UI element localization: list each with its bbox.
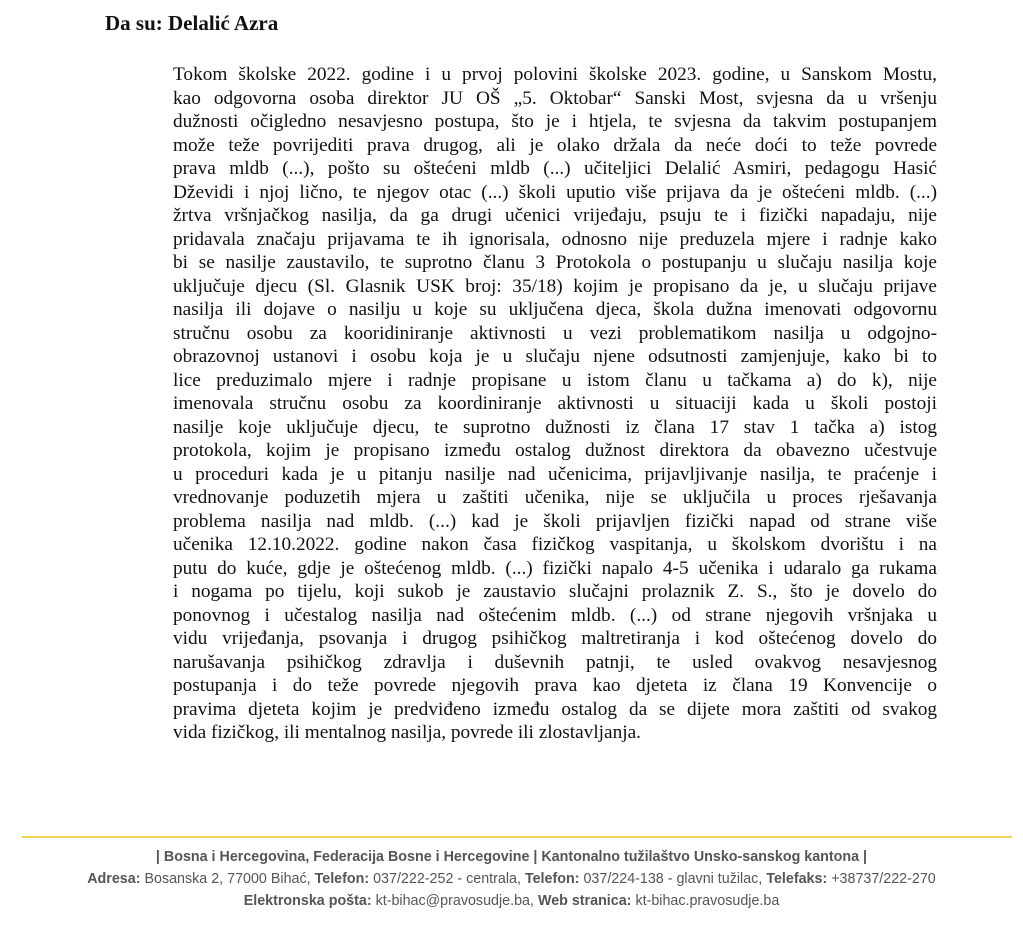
body-line: vidu vrijeđanja, psovanja i drugog psihičkog maltretiranja i kod oštećenog dovelo do xyxy=(173,628,937,649)
body-line: Tokom školske 2022. godine i u prvoj polovini školske 2023. godine, u Sanskom Mostu, xyxy=(173,64,937,85)
body-line: Dževidi i njoj lično, te njegov otac (...) školi uputio više prijava da je oštećeni mldb. (...) xyxy=(173,181,937,203)
footer-online-row xyxy=(0,890,1023,912)
body-line: protokola, kojim je propisano između ostalog dužnost direktora da obavezno učestvuje xyxy=(173,440,937,461)
body-line: lice preduzimalo mjere i radnje propisane u istom članu u tačkama a) do k), nije xyxy=(173,369,937,391)
phone-central-value: 037/222-252 - centrala, xyxy=(373,871,521,887)
body-line: kao odgovorna osoba direktor JU OŠ „5. Oktobar“ Sanski Most, svjesna da u vršenju xyxy=(173,87,937,109)
footer-institution xyxy=(0,846,1023,868)
body-line: nasilje koje uključuje djecu, te suprotno dužnosti iz člana 17 stav 1 tačka a) istog xyxy=(173,416,937,438)
body-line: dužnosti očigledno nesavjesno postupa, što je i htjela, te svjesna da takvim postupanjem xyxy=(173,111,937,132)
web-label: Web stranica: xyxy=(537,893,632,909)
body-line: vida fizičkog, ili mentalnog nasilja, povrede ili zlostavljanja. xyxy=(173,722,641,743)
body-line: narušavanja psihičkog zdravlja i duševnih patnji, te usled ovakvog nesavjesnog xyxy=(173,651,937,673)
page-footer xyxy=(0,846,1023,912)
footer-contact-row xyxy=(0,868,1023,890)
document-body xyxy=(173,63,937,745)
email-link[interactable]: kt-bihac@pravosudje.ba, xyxy=(375,893,534,909)
body-line: učenika 12.10.2022. godine nakon časa fizičkog vaspitanja, u školskom dvorištu i na xyxy=(173,534,937,555)
address-value: Bosanska 2, 77000 Bihać, xyxy=(144,871,311,887)
footer-institution-text: | Bosna i Hercegovina, Federacija Bosne i Hercegovine | Kantonalno tužilaštvo Unsko-sanskog kantona | xyxy=(155,849,868,865)
phone-chief-value: 037/224-138 - glavni tužilac, xyxy=(583,871,763,887)
body-line: postupanja i do teže povrede njegovih prava kao djeteta iz člana 19 Konvencije o xyxy=(173,675,937,696)
web-link[interactable]: kt-bihac.pravosudje.ba xyxy=(635,893,780,909)
body-line: vrednovanje poduzetih mjera u zaštiti učenika, nije se uključila u proces rješavanja xyxy=(173,487,937,508)
body-line: žrtva vršnjačkog nasilja, da ga drugi učenici vrijeđaju, psuju te i fizički napadaju, nije xyxy=(173,205,937,226)
body-line: u proceduri kada je u pitanju nasilje nad učenicima, prijavljivanje nasilja, te praćenje i xyxy=(173,463,937,485)
body-line: može teže povrijediti prava drugog, ali je olako držala da neće doći to teže povrede xyxy=(173,134,937,156)
phone-label: Telefon: xyxy=(314,871,370,887)
body-line: imenovala stručnu osobu za koordiniranje aktivnosti u situaciji kada u školi postoji xyxy=(173,393,937,414)
body-line: stručnu osobu za kooridiniranje aktivnosti u vezi problematikom nasilja u odgojno- xyxy=(173,322,937,344)
address-label: Adresa: xyxy=(87,871,141,887)
body-line: pridavala značaju prijavama te ih ignorisala, odnosno nije preduzela mjere i radnje kako xyxy=(173,228,937,250)
body-line: pravima djeteta kojim je predviđeno između ostalog da se dijete mora zaštiti od svakog xyxy=(173,698,937,720)
document-heading: Da su: Delalić Azra xyxy=(105,11,279,35)
fax-value: +38737/222-270 xyxy=(831,871,936,887)
fax-label: Telefaks: xyxy=(766,871,828,887)
body-line: nasilja ili dojave o nasilju u koje su uključena djeca, škola dužna imenovati odgovornu xyxy=(173,299,937,320)
email-label: Elektronska pošta: xyxy=(243,893,372,909)
body-line: ponovnog i učestalog nasilja nad oštećenim mldb. (...) od strane njegovih vršnjaka u xyxy=(173,604,937,626)
body-line: problema nasilja nad mldb. (...) kad je školi prijavljen fizički napad od strane više xyxy=(173,510,937,532)
body-line: putu do kuće, gdje je oštećenog mldb. (...) fizički napalo 4-5 učenika i udaralo ga rukama xyxy=(173,557,937,579)
body-line: bi se nasilje zaustavilo, te suprotno članu 3 Protokola o postupanju u slučaju nasilja koje xyxy=(173,252,937,273)
body-line: i nogama po tijelu, koji sukob je zaustavio slučajni prolaznik Z. S., što je dovelo do xyxy=(173,581,937,602)
footer-divider xyxy=(22,836,1012,838)
body-line: prava mldb (...), pošto su oštećeni mldb (...) učiteljici Delalić Asmiri, pedagogu Hasić xyxy=(173,158,937,179)
body-line: uključuje djecu (Sl. Glasnik USK broj: 35/18) kojim je propisano da je, u slučaju prijave xyxy=(173,275,937,297)
body-line: obrazovnoj ustanovi i osobu koja je u slučaju njene odsutnosti zamjenjuje, kako bi to xyxy=(173,346,937,367)
phone-label: Telefon: xyxy=(524,871,580,887)
